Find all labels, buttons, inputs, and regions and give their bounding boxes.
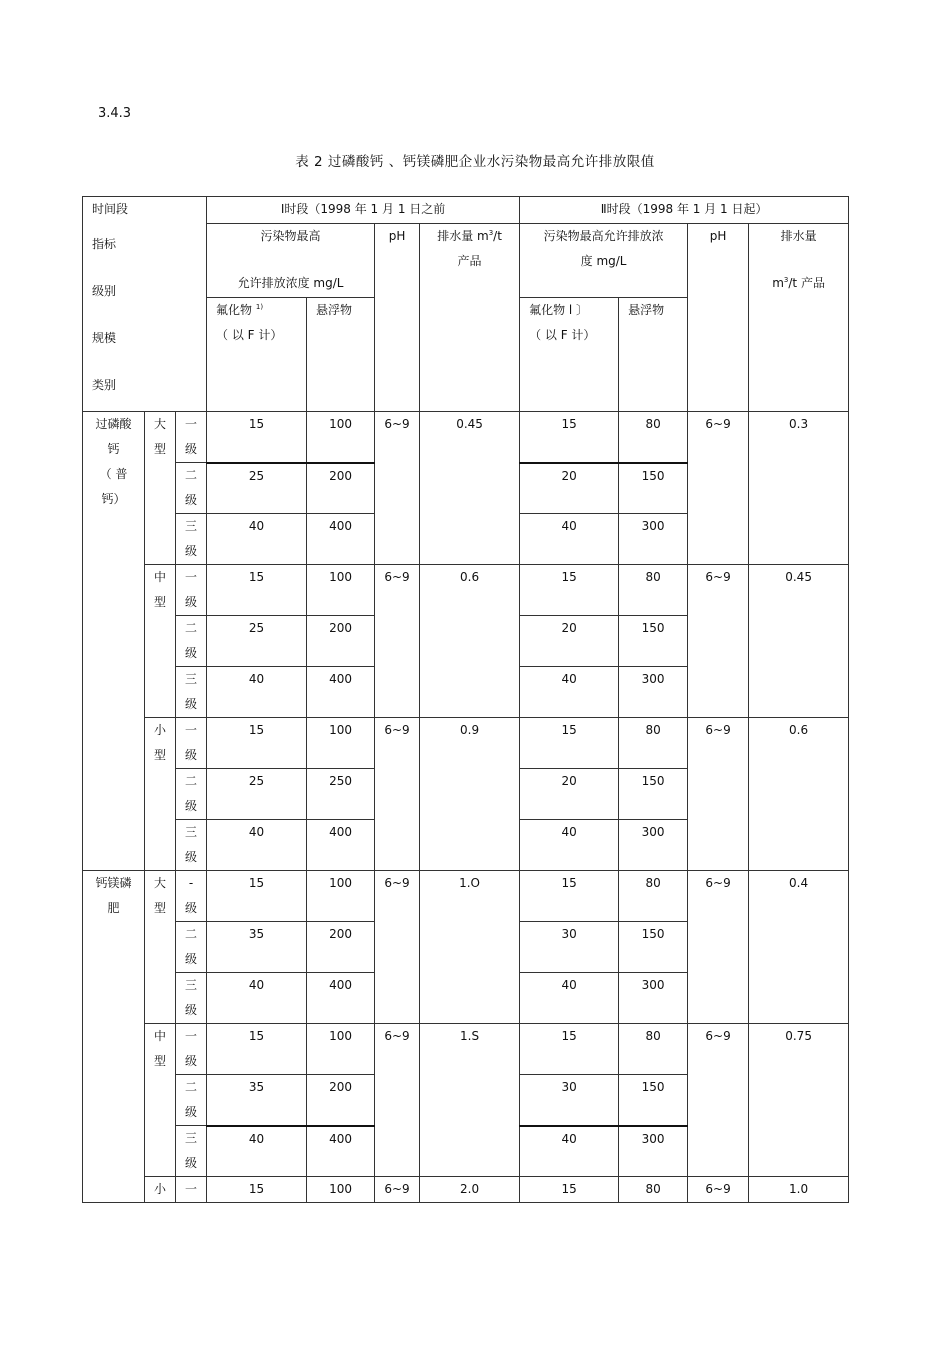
p2-discharge-unit-post: /t 产品 [788, 276, 825, 290]
p2-fluoride-value: 20 [520, 616, 619, 667]
p2-discharge-value: 0.6 [749, 718, 849, 871]
grade-line: 三 [185, 1131, 198, 1145]
p1-discharge-value: 1.O [420, 871, 520, 1024]
grade-line: 一 [185, 1182, 198, 1196]
grade-cell [176, 1075, 207, 1126]
grade-line: 一 [185, 417, 198, 431]
category-cell [83, 871, 145, 1203]
scale-name-line: 中 [153, 1029, 166, 1043]
p2-fluoride-value: 40 [520, 667, 619, 718]
scale-name-line: 小 [153, 1182, 166, 1196]
p2-fluoride-value: 15 [520, 718, 619, 769]
p1-fluoride-value: 40 [207, 1126, 307, 1177]
grade-line: 级 [185, 850, 198, 864]
p2-discharge-header [749, 224, 849, 412]
p1-discharge-value: 0.6 [420, 565, 520, 718]
p1-suspended-value: 100 [307, 871, 375, 922]
grade-cell [176, 565, 207, 616]
p2-suspended-value: 300 [619, 973, 688, 1024]
category-name-line: 钙 [107, 442, 120, 456]
scale-name-line: 大 [153, 876, 166, 890]
grade-cell [176, 973, 207, 1024]
p1-suspended-header: 悬浮物 [307, 298, 375, 412]
p1-discharge-value: 0.9 [420, 718, 520, 871]
grade-line: 级 [185, 442, 198, 456]
grade-line: 级 [185, 493, 198, 507]
p1-suspended-value: 200 [307, 616, 375, 667]
p1-suspended-value: 400 [307, 1126, 375, 1177]
scale-name-line: 中 [153, 570, 166, 584]
corner-label-period: 时间段 [92, 202, 129, 216]
p1-fluoride-value: 25 [207, 769, 307, 820]
p2-fluoride-value: 40 [520, 820, 619, 871]
p1-discharge-unit-post: /t [493, 229, 502, 243]
p1-ph-value: 6~9 [375, 718, 420, 871]
grade-cell [176, 1126, 207, 1177]
grade-line: 二 [185, 468, 198, 482]
p1-fluoride-header [207, 298, 307, 412]
p1-fluoride-label: 氟化物 [216, 303, 253, 317]
grade-cell [176, 514, 207, 565]
grade-line: 二 [185, 1080, 198, 1094]
p1-suspended-value: 200 [307, 1075, 375, 1126]
table-row [83, 412, 849, 463]
p2-pollutant-line1: 污染物最高允许排放浓 [543, 229, 664, 243]
p1-ph-value: 6~9 [375, 1024, 420, 1177]
section-number: 3.4.3 [98, 106, 132, 121]
p1-discharge-value: 2.0 [420, 1177, 520, 1203]
grade-line: 级 [185, 544, 198, 558]
p2-suspended-value: 300 [619, 1126, 688, 1177]
scale-name-line: 型 [153, 442, 166, 456]
p1-fluoride-value: 40 [207, 973, 307, 1024]
category-name-line: 过磷酸 [95, 417, 132, 431]
grade-cell [176, 871, 207, 922]
grade-cell [176, 1177, 207, 1203]
p1-fluoride-value: 15 [207, 565, 307, 616]
period-2-header: Ⅱ时段（1998 年 1 月 1 日起） [520, 197, 849, 224]
corner-label-scale: 规模 [92, 331, 117, 345]
p2-fluoride-value: 15 [520, 412, 619, 463]
p2-ph-header: pH [688, 224, 749, 412]
grade-line: 级 [185, 1054, 198, 1068]
p2-discharge-value: 0.3 [749, 412, 849, 565]
p1-ph-value: 6~9 [375, 565, 420, 718]
table-title: 表 2 过磷酸钙 、钙镁磷肥企业水污染物最高允许排放限值 [295, 154, 655, 170]
scale-name-line: 型 [153, 1054, 166, 1068]
p1-ph-value: 6~9 [375, 871, 420, 1024]
scale-name-line: 型 [153, 595, 166, 609]
p2-ph-value: 6~9 [688, 1177, 749, 1203]
p1-ph-value: 6~9 [375, 1177, 420, 1203]
p1-fluoride-value: 25 [207, 616, 307, 667]
p1-fluoride-footnote: 1) [255, 303, 264, 311]
category-name-line: 钙） [101, 492, 126, 506]
scale-cell [145, 1024, 176, 1177]
grade-cell [176, 667, 207, 718]
p2-fluoride-value: 15 [520, 871, 619, 922]
p2-fluoride-value: 40 [520, 514, 619, 565]
grade-line: 一 [185, 570, 198, 584]
p2-discharge-unit: m [772, 276, 784, 290]
emission-limits-table [82, 196, 849, 1203]
period-1-header: Ⅰ时段（1998 年 1 月 1 日之前 [207, 197, 520, 224]
grade-cell [176, 922, 207, 973]
p2-suspended-value: 80 [619, 412, 688, 463]
p2-ph-value: 6~9 [688, 412, 749, 565]
p2-suspended-value: 300 [619, 667, 688, 718]
table-row [83, 1177, 849, 1203]
p1-suspended-value: 250 [307, 769, 375, 820]
p2-suspended-header: 悬浮物 [619, 298, 688, 412]
grade-line: 级 [185, 1003, 198, 1017]
p2-discharge-value: 1.0 [749, 1177, 849, 1203]
grade-cell [176, 718, 207, 769]
header-corner-cell [83, 197, 207, 412]
grade-line: 级 [185, 595, 198, 609]
table-row [83, 871, 849, 922]
grade-cell [176, 463, 207, 514]
p2-ph-value: 6~9 [688, 565, 749, 718]
grade-line: 二 [185, 621, 198, 635]
p2-fluoride-label: 氟化物 l 〕 [529, 303, 589, 317]
scale-name-line: 大 [153, 417, 166, 431]
p1-suspended-value: 200 [307, 463, 375, 514]
grade-line: 二 [185, 927, 198, 941]
grade-line: 级 [185, 697, 198, 711]
p1-fluoride-value: 15 [207, 1024, 307, 1075]
p2-discharge-value: 0.75 [749, 1024, 849, 1177]
grade-line: 级 [185, 646, 198, 660]
p2-fluoride-value: 40 [520, 973, 619, 1024]
p1-fluoride-value: 15 [207, 412, 307, 463]
p1-suspended-value: 200 [307, 922, 375, 973]
p1-fluoride-value: 15 [207, 1177, 307, 1203]
table-row [83, 718, 849, 769]
scale-cell [145, 1177, 176, 1203]
p2-fluoride-value: 15 [520, 1177, 619, 1203]
scale-cell [145, 718, 176, 871]
grade-line: 级 [185, 952, 198, 966]
p2-suspended-value: 150 [619, 1075, 688, 1126]
p1-suspended-value: 100 [307, 412, 375, 463]
p2-suspended-value: 150 [619, 463, 688, 514]
p1-fluoride-value: 15 [207, 871, 307, 922]
grade-cell [176, 769, 207, 820]
p2-fluoride-unit: （ 以 F 计） [529, 328, 596, 342]
p2-suspended-value: 150 [619, 769, 688, 820]
p2-ph-value: 6~9 [688, 871, 749, 1024]
p2-suspended-value: 80 [619, 1024, 688, 1075]
grade-cell [176, 412, 207, 463]
p1-discharge-value: 1.S [420, 1024, 520, 1177]
grade-line: 一 [185, 1029, 198, 1043]
p2-fluoride-value: 15 [520, 1024, 619, 1075]
grade-line: 三 [185, 672, 198, 686]
p1-suspended-value: 400 [307, 820, 375, 871]
p1-suspended-value: 100 [307, 565, 375, 616]
p1-fluoride-value: 40 [207, 667, 307, 718]
scale-cell [145, 565, 176, 718]
p1-suspended-value: 100 [307, 1024, 375, 1075]
p1-fluoride-value: 15 [207, 718, 307, 769]
table-row [83, 565, 849, 616]
p1-discharge-sup: 3 [488, 229, 494, 237]
p1-ph-header: pH [375, 224, 420, 412]
p2-pollutant-line2: 度 mg/L [580, 254, 627, 268]
p2-ph-value: 6~9 [688, 718, 749, 871]
grade-line: 级 [185, 1105, 198, 1119]
p1-discharge-unit: 排水量 m [437, 229, 489, 243]
table-row [83, 1024, 849, 1075]
grade-line: 一 [185, 723, 198, 737]
grade-line: 三 [185, 978, 198, 992]
grade-line: 级 [185, 748, 198, 762]
p1-pollutant-line1: 污染物最高 [260, 229, 321, 243]
grade-cell [176, 1024, 207, 1075]
p2-ph-value: 6~9 [688, 1024, 749, 1177]
corner-label-category: 类别 [92, 378, 117, 392]
p2-fluoride-value: 20 [520, 463, 619, 514]
p2-fluoride-header [520, 298, 619, 412]
p1-suspended-value: 400 [307, 514, 375, 565]
corner-label-indicator: 指标 [92, 237, 117, 251]
p1-fluoride-unit: （ 以 F 计） [216, 328, 283, 342]
grade-line: 级 [185, 799, 198, 813]
p2-fluoride-value: 15 [520, 565, 619, 616]
p1-fluoride-value: 35 [207, 1075, 307, 1126]
p2-suspended-value: 300 [619, 514, 688, 565]
category-cell [83, 412, 145, 871]
p2-suspended-value: 300 [619, 820, 688, 871]
p2-suspended-value: 150 [619, 922, 688, 973]
p1-discharge-header [420, 224, 520, 412]
grade-line: 三 [185, 519, 198, 533]
p2-discharge-sup: 3 [783, 276, 789, 284]
p1-pollutant-line2: 允许排放浓度 mg/L [237, 276, 344, 290]
p2-fluoride-value: 30 [520, 1075, 619, 1126]
p1-suspended-value: 400 [307, 973, 375, 1024]
p2-discharge-value: 0.45 [749, 565, 849, 718]
category-name-line: 钙镁磷 [95, 876, 132, 890]
p2-suspended-value: 80 [619, 1177, 688, 1203]
scale-name-line: 型 [153, 901, 166, 915]
p2-suspended-value: 80 [619, 565, 688, 616]
grade-line: 三 [185, 825, 198, 839]
p2-pollutant-header [520, 224, 688, 298]
corner-label-grade: 级别 [92, 284, 117, 298]
p1-suspended-value: 100 [307, 718, 375, 769]
category-name-line: （ 普 [99, 467, 128, 481]
p2-fluoride-value: 30 [520, 922, 619, 973]
scale-cell [145, 871, 176, 1024]
p2-suspended-value: 80 [619, 871, 688, 922]
category-name-line: 肥 [107, 901, 120, 915]
p1-fluoride-value: 40 [207, 820, 307, 871]
scale-name-line: 型 [153, 748, 166, 762]
p1-suspended-value: 400 [307, 667, 375, 718]
p1-discharge-value: 0.45 [420, 412, 520, 565]
p1-discharge-product: 产品 [457, 254, 482, 268]
grade-line: 级 [185, 1156, 198, 1170]
p1-fluoride-value: 35 [207, 922, 307, 973]
p1-ph-value: 6~9 [375, 412, 420, 565]
p1-fluoride-value: 40 [207, 514, 307, 565]
grade-cell [176, 820, 207, 871]
grade-line: 级 [185, 901, 198, 915]
scale-cell [145, 412, 176, 565]
p2-fluoride-value: 40 [520, 1126, 619, 1177]
p2-discharge-value: 0.4 [749, 871, 849, 1024]
p2-fluoride-value: 20 [520, 769, 619, 820]
grade-cell [176, 616, 207, 667]
scale-name-line: 小 [153, 723, 166, 737]
grade-line: - [188, 876, 194, 890]
p1-pollutant-header [207, 224, 375, 298]
p2-discharge-line1: 排水量 [780, 229, 817, 243]
p1-suspended-value: 100 [307, 1177, 375, 1203]
p2-suspended-value: 80 [619, 718, 688, 769]
grade-line: 二 [185, 774, 198, 788]
p1-fluoride-value: 25 [207, 463, 307, 514]
p2-suspended-value: 150 [619, 616, 688, 667]
